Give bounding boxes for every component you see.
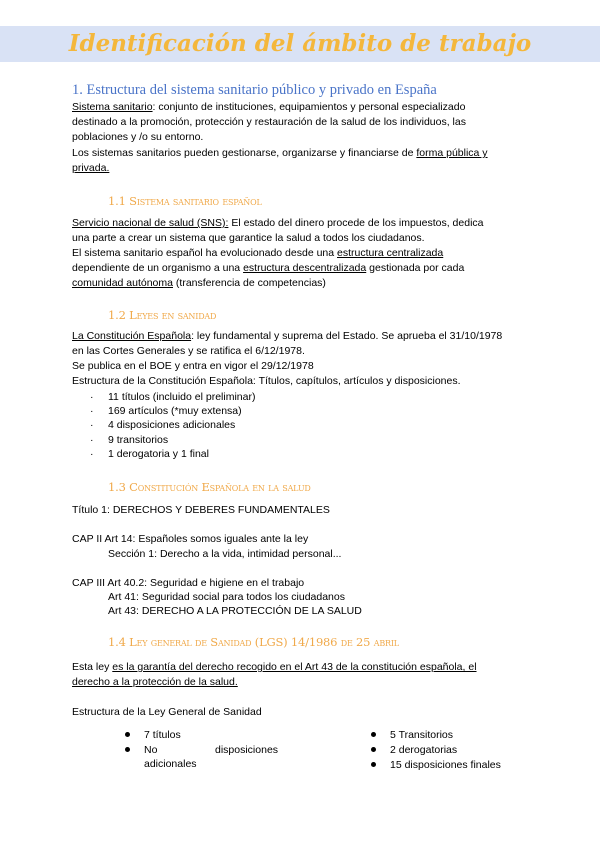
term-comunidad-autonoma: comunidad autónoma: [72, 277, 173, 289]
cap-ii-seccion-1: Sección 1: Derecho a la vida, intimidad personal...: [108, 548, 342, 560]
list-item: · 169 artículos (*muy extensa): [90, 405, 242, 417]
bullet-icon: [125, 747, 130, 752]
term-constitucion: La Constitución Española: [72, 330, 192, 342]
cap-iii: CAP III Art 40.2: Seguridad e higiene en el trabajo: [72, 577, 305, 589]
bullet-icon: [125, 732, 130, 737]
section-1-2-line-1: La Constitución Española: ley fundamental y suprema del Estado. Se aprueba el 31/10/1978: [72, 330, 503, 342]
list-item: · 1 derogatoria y 1 final: [90, 448, 209, 460]
term-estructura-centralizada: estructura centralizada: [337, 247, 444, 259]
section-1-paragraph-2-line-1: Los sistemas sanitarios pueden gestionarse, organizarse y financiarse de forma pública y: [72, 147, 488, 159]
term-sistema-sanitario: Sistema sanitario: [72, 101, 153, 113]
section-1-paragraph-1-line-1: Sistema sanitario: conjunto de instituciones, equipamientos y personal especializado: [72, 101, 466, 113]
section-1-2-line-3: Se publica en el BOE y entra en vigor el 29/12/1978: [72, 360, 314, 372]
section-1-paragraph-1-line-3: poblaciones y /o su entorno.: [72, 131, 204, 143]
section-1-2-line-4: Estructura de la Constitución Española: Títulos, capítulos, artículos y disposiciones.: [72, 375, 461, 387]
section-1-1-line-3: El sistema sanitario español ha evolucionado desde una estructura centralizada: [72, 247, 444, 259]
list-item: · 11 títulos (incluido el preliminar): [90, 391, 256, 403]
term-garantia: es la garantía del derecho recogido en el Art 43 de la constitución española, el: [112, 661, 477, 673]
section-1-1-line-4: dependiente de un organismo a una estructura descentralizada gestionada por cada: [72, 262, 465, 274]
cap-ii: CAP II Art 14: Españoles somos iguales ante la ley: [72, 533, 309, 545]
bullet-icon: [371, 762, 376, 767]
list-item: · 4 disposiciones adicionales: [90, 419, 236, 431]
bullet-icon: [371, 747, 376, 752]
term-estructura-descentralizada: estructura descentralizada: [243, 262, 367, 274]
list-item: · 9 transitorios: [90, 434, 169, 446]
art-43: Art 43: DERECHO A LA PROTECCIÓN DE LA SALUD: [108, 605, 362, 617]
bullet-icon: [371, 732, 376, 737]
list-item: 7 títulos: [144, 728, 181, 742]
section-1-1-line-2: una parte a crear un sistema que garantice la salud a todos los ciudadanos.: [72, 232, 425, 244]
section-1-2-heading: 1.2 Leyes en sanidad: [108, 308, 217, 322]
titulo-1: Título 1: DERECHOS Y DEBERES FUNDAMENTALES: [72, 504, 330, 516]
lgs-structure-label: Estructura de la Ley General de Sanidad: [72, 706, 262, 718]
section-1-1-heading: 1.1 Sistema sanitario español: [108, 194, 262, 208]
section-1-2-line-2: en las Cortes Generales y se ratifica el 6/12/1978.: [72, 345, 305, 357]
section-1-4-line-1: Esta ley es la garantía del derecho recogido en el Art 43 de la constitución española, el: [72, 661, 477, 673]
section-1-4-heading: 1.4 Ley general de Sanidad (LGS) 14/1986 de 25 abril: [108, 635, 399, 649]
title-banner: [0, 26, 600, 62]
page-title: Identificación del ámbito de trabajo: [68, 30, 532, 57]
section-1-1-line-5: comunidad autónoma (transferencia de competencias): [72, 277, 326, 289]
section-1-heading: 1. Estructura del sistema sanitario público y privado en España: [72, 82, 437, 98]
list-item: 5 Transitorios: [390, 728, 453, 742]
list-item: 2 derogatorias: [390, 743, 457, 757]
list-item: 15 disposiciones finales: [390, 758, 501, 772]
section-1-3-heading: 1.3 Constitución Española en la salud: [108, 480, 311, 494]
section-1-paragraph-1-line-2: destinado a la promoción, protección y restauración de la salud de los individuos, las: [72, 116, 466, 128]
term-forma-publica: forma pública y: [416, 147, 488, 159]
section-1-paragraph-2-line-2: privada.: [72, 162, 110, 174]
art-41: Art 41: Seguridad social para todos los ciudadanos: [108, 591, 345, 603]
term-sns: Servicio nacional de salud (SNS):: [72, 217, 229, 229]
section-1-4-line-2: derecho a la protección de la salud.: [72, 676, 238, 688]
section-1-1-line-1: Servicio nacional de salud (SNS): El estado del dinero procede de los impuestos, dedica: [72, 217, 484, 229]
